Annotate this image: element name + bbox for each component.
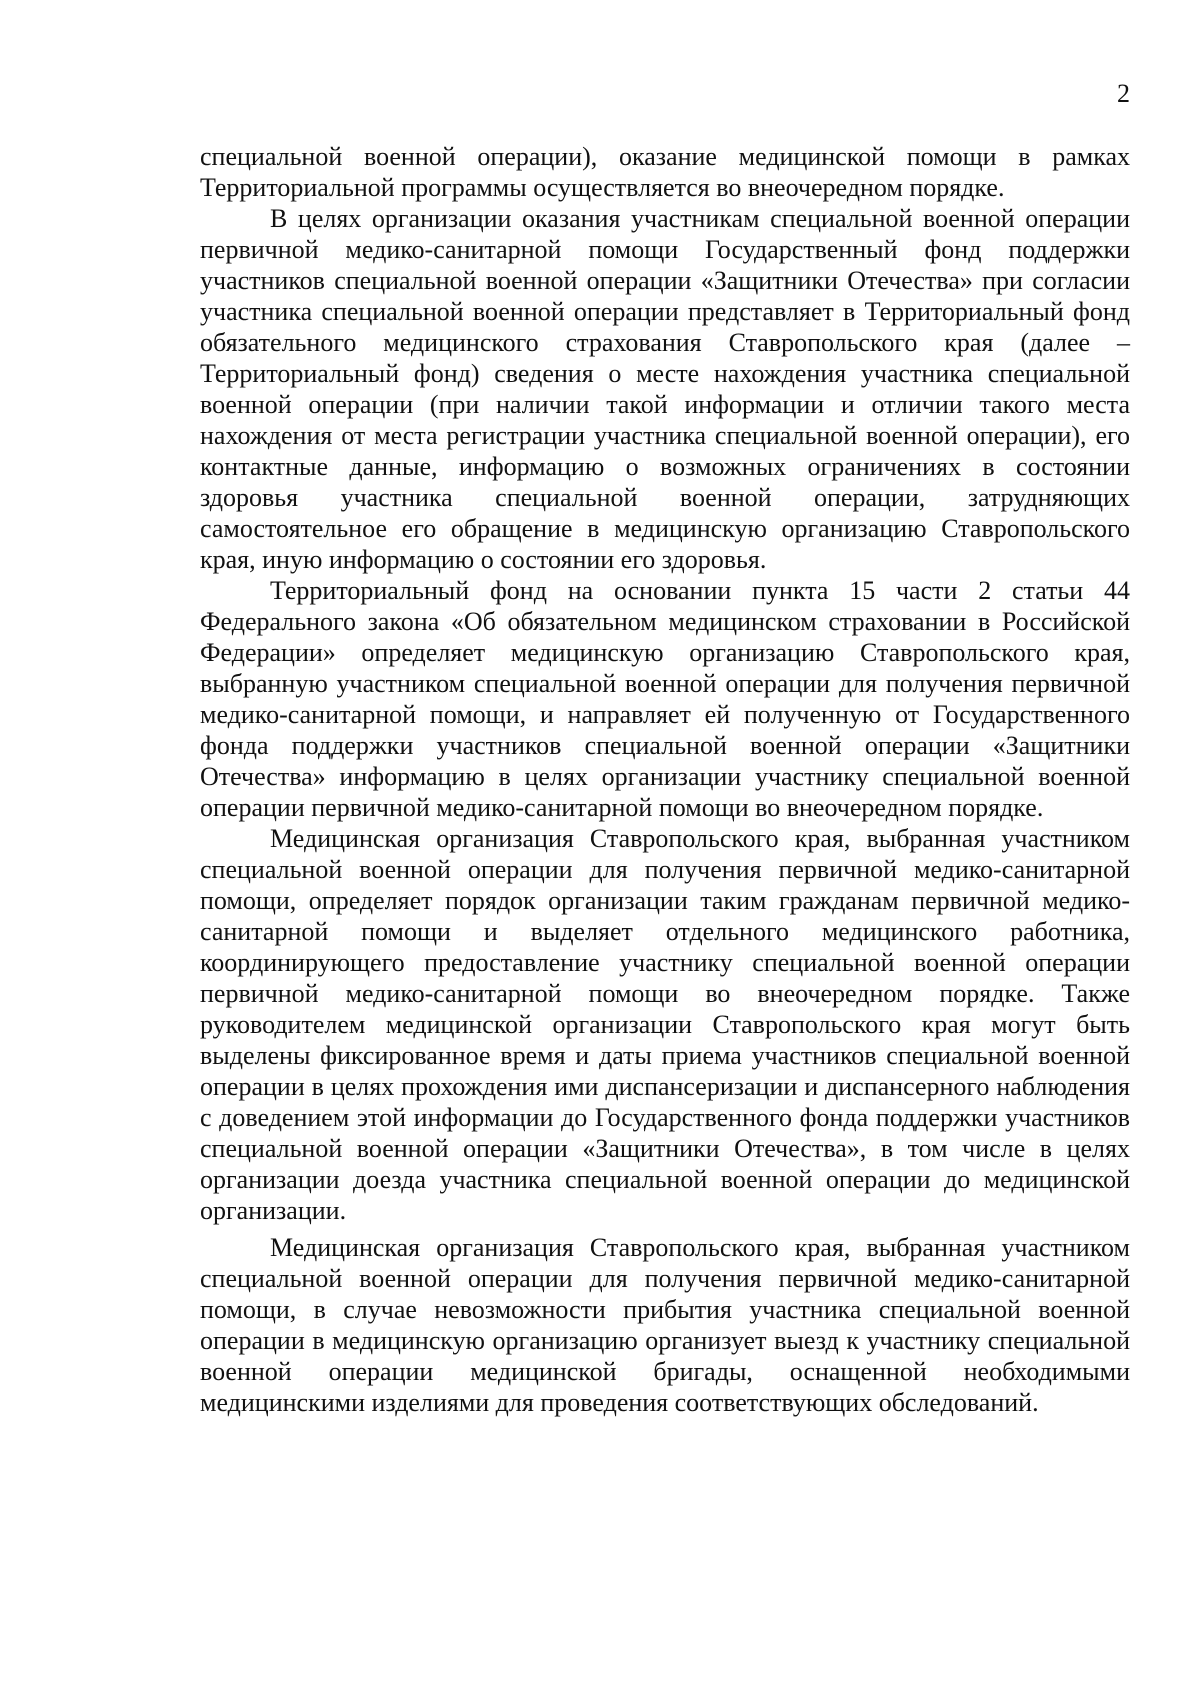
paragraph-medical-organization: Медицинская организация Ставропольского края, выбранная участником специальной военной операции для получения первичной медико-санитарной помощи, определяет порядок организации таким гражданам первичной медико-санитарной помощи и выделяет отдельного медицинского работника, координирующего предоставление участнику специальной военной операции первичной медико-санитарной помощи во внеочередном порядке. Также руководителем медицинской организации Ставропольского края могут быть выделены фиксированное время и даты приема участников специальной военной операции в целях прохождения ими диспансеризации и диспансерного наблюдения с доведением этой информации до Государственного фонда поддержки участников специальной военной операции «Защитники Отечества», в том числе в целях организации доезда участника специальной военной операции до медицинской организации. <box>200 824 1130 1225</box>
paragraph-continuation: специальной военной операции), оказание медицинской помощи в рамках Территориальной программы осуществляется во внеочередном порядке. <box>200 142 1130 202</box>
page-number: 2 <box>1117 79 1130 108</box>
paragraph-medical-team-visit: Медицинская организация Ставропольского края, выбранная участником специальной военной операции для получения первичной медико-санитарной помощи, в случае невозможности прибытия участника специальной военной операции в медицинскую организацию организует выезд к участнику специальной военной операции медицинской бригады, оснащенной необходимыми медицинскими изделиями для проведения соответствующих обследований. <box>200 1233 1130 1417</box>
document-body <box>200 141 1130 1418</box>
paragraph-data-transfer: В целях организации оказания участникам специальной военной операции первичной медико-санитарной помощи Государственный фонд поддержки участников специальной военной операции «Защитники Отечества» при согласии участника специальной военной операции представляет в Территориальный фонд обязательного медицинского страхования Ставропольского края (далее – Территориальный фонд) сведения о месте нахождения участника специальной военной операции (при наличии такой информации и отличии такого места нахождения от места регистрации участника специальной военной операции), его контактные данные, информацию о возможных ограничениях в состоянии здоровья участника специальной военной операции, затрудняющих самостоятельное его обращение в медицинскую организацию Ставропольского края, иную информацию о состоянии его здоровья. <box>200 204 1130 574</box>
paragraph-territorial-fund: Территориальный фонд на основании пункта 15 части 2 статьи 44 Федерального закона «Об обязательном медицинском страховании в Российской Федерации» определяет медицинскую организацию Ставропольского края, выбранную участником специальной военной операции для получения первичной медико-санитарной помощи, и направляет ей полученную от Государственного фонда поддержки участников специальной военной операции «Защитники Отечества» информацию в целях организации участнику специальной военной операции первичной медико-санитарной помощи во внеочередном порядке. <box>200 576 1130 822</box>
